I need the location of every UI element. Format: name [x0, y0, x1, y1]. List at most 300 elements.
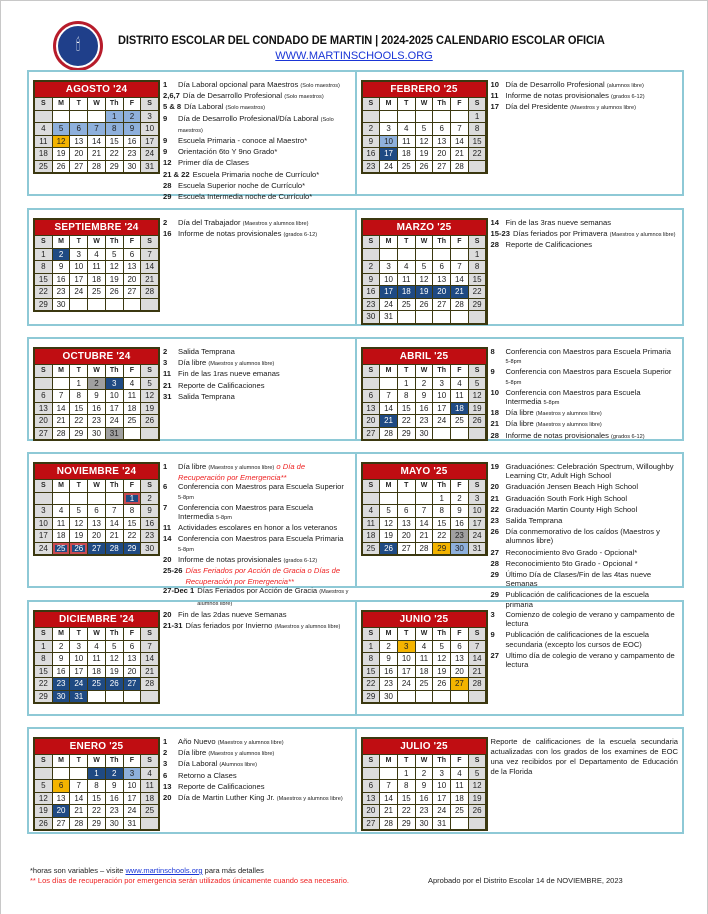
day-cell: 6: [88, 505, 105, 517]
day-cell: 30: [141, 543, 158, 555]
event-note: [163, 158, 351, 169]
emergency-note: Días Feriados por Acción de Gracia o Días de Recuperación por Emergencia**: [185, 566, 341, 587]
month-panel: [355, 339, 683, 439]
day-cell: 1: [469, 111, 486, 123]
event-note: [491, 516, 679, 527]
day-cell: [398, 493, 415, 505]
day-cell: 23: [416, 415, 433, 427]
day-cell: [416, 311, 433, 323]
weekday-header: F: [124, 628, 141, 640]
day-cell: 20: [398, 530, 415, 542]
day-cell: 22: [88, 805, 105, 817]
day-cell: 4: [416, 641, 433, 653]
weekday-header: T: [398, 628, 415, 640]
event-date: 10: [490, 387, 499, 397]
month-panel: [355, 729, 683, 832]
event-date: 20: [163, 793, 172, 803]
day-cell: 23: [88, 415, 105, 427]
event-description: [178, 369, 351, 380]
event-qualifier: (Maestros y alumnos libre): [274, 624, 341, 631]
weekday-header: M: [380, 98, 397, 110]
event-description: [506, 610, 679, 630]
day-cell: 7: [70, 780, 87, 792]
day-cell: 30: [451, 543, 468, 555]
day-cell: 8: [433, 505, 450, 517]
event-description: [506, 462, 679, 482]
event-note: [163, 358, 351, 369]
day-cell: 5: [416, 261, 433, 273]
day-cell: [451, 818, 468, 830]
event-date: 23: [490, 516, 499, 526]
weekday-header: S: [35, 755, 52, 767]
emergency-note: o Día de Recuperación por Emergencia**: [178, 462, 306, 483]
day-cell: 17: [469, 518, 486, 530]
day-cell: 24: [124, 805, 141, 817]
day-cell: 15: [35, 666, 52, 678]
weekday-header: M: [380, 236, 397, 248]
day-cell: 1: [35, 641, 52, 653]
day-cell: 29: [363, 691, 380, 703]
day-cell: 18: [363, 530, 380, 542]
day-cell: 21: [416, 530, 433, 542]
event-date: 9: [490, 630, 495, 640]
day-cell: [433, 249, 450, 261]
day-cell: 15: [363, 666, 380, 678]
day-cell: [451, 691, 468, 703]
day-cell: 7: [106, 505, 123, 517]
day-cell: 8: [469, 123, 486, 135]
day-cell: 21: [141, 666, 158, 678]
month-panel: [355, 72, 683, 194]
month-grid: [363, 754, 486, 829]
event-text: Conferencia con Maestros para Escuela Superior: [178, 482, 344, 492]
day-cell: 8: [469, 261, 486, 273]
day-cell: 22: [124, 530, 141, 542]
day-cell: [380, 493, 397, 505]
day-cell: 22: [469, 286, 486, 298]
event-date: 25-26: [163, 566, 183, 576]
event-description: [178, 523, 351, 534]
weekday-header: F: [124, 236, 141, 248]
day-cell: 15: [433, 518, 450, 530]
event-description: [506, 367, 679, 387]
event-description: [178, 462, 351, 482]
event-qualifier: (Maestros y alumnos libre): [197, 589, 349, 607]
footnote-link[interactable]: www.martinschools.org: [125, 866, 203, 875]
day-cell: 12: [53, 136, 70, 148]
event-text: Conferencia con Maestros para Escuela Superior: [505, 367, 672, 377]
event-text: Día libre: [178, 748, 209, 758]
day-cell: 24: [469, 530, 486, 542]
event-text: Día libre: [505, 408, 536, 418]
month-calendar: [361, 80, 488, 174]
day-cell: 16: [124, 136, 141, 148]
day-cell: 11: [88, 261, 105, 273]
day-cell: 10: [380, 136, 397, 148]
month-calendar: [361, 347, 488, 441]
day-cell: 3: [70, 641, 87, 653]
weekday-header: Th: [106, 628, 123, 640]
day-cell: 25: [124, 415, 141, 427]
month-grid: [35, 97, 158, 172]
day-cell: 4: [141, 768, 158, 780]
day-cell: [469, 161, 486, 173]
day-cell: 20: [70, 148, 87, 160]
weekday-header: F: [451, 365, 468, 377]
day-cell: 20: [363, 415, 380, 427]
calendar-row-4: [27, 452, 684, 609]
event-date: 2: [163, 347, 168, 356]
month-panel: [29, 454, 355, 607]
day-cell: 3: [141, 111, 158, 123]
day-cell: 19: [433, 666, 450, 678]
month-title: DICIEMBRE '24: [35, 612, 158, 627]
event-date: 8: [490, 347, 495, 356]
event-text: Graduación South Fork High School: [505, 493, 628, 503]
day-cell: 12: [469, 780, 486, 792]
event-text: Primer día de Clases: [178, 158, 249, 168]
day-cell: [141, 428, 158, 440]
weekday-header: M: [380, 365, 397, 377]
day-cell: 1: [363, 641, 380, 653]
weekday-header: S: [363, 755, 380, 767]
day-cell: 24: [70, 678, 87, 690]
day-cell: [88, 111, 105, 123]
weekday-header: T: [70, 236, 87, 248]
weekday-header: S: [363, 480, 380, 492]
day-cell: 15: [469, 274, 486, 286]
day-cell: 26: [416, 299, 433, 311]
day-cell: 31: [70, 691, 87, 703]
weekday-header: Th: [106, 755, 123, 767]
day-cell: 19: [469, 403, 486, 415]
day-cell: 16: [106, 793, 123, 805]
weekday-header: M: [53, 480, 70, 492]
day-cell: 27: [433, 299, 450, 311]
day-cell: 18: [88, 666, 105, 678]
event-description: [506, 80, 679, 91]
day-cell: 2: [106, 768, 123, 780]
weekday-header: S: [35, 365, 52, 377]
day-cell: [380, 768, 397, 780]
event-text: Escuela Primaria noche de Currículo*: [192, 169, 320, 179]
weekday-header: T: [398, 98, 415, 110]
event-note: [163, 91, 351, 102]
day-cell: 25: [451, 805, 468, 817]
day-cell: 14: [469, 653, 486, 665]
day-cell: 15: [398, 793, 415, 805]
event-qualifier: (alumnos libre): [606, 83, 644, 89]
day-cell: 8: [398, 390, 415, 402]
month-title: FEBRERO '25: [363, 82, 486, 97]
day-cell: 25: [416, 678, 433, 690]
month-title: JULIO '25: [363, 739, 486, 754]
day-cell: 25: [35, 161, 52, 173]
day-cell: [433, 111, 450, 123]
day-cell: 23: [141, 530, 158, 542]
day-cell: [88, 493, 105, 505]
day-cell: 11: [53, 518, 70, 530]
day-cell: 6: [363, 780, 380, 792]
month-grid: [35, 235, 158, 310]
day-cell: 7: [141, 641, 158, 653]
day-cell: 7: [469, 641, 486, 653]
day-cell: [53, 768, 70, 780]
event-description: [184, 102, 350, 113]
day-cell: [124, 428, 141, 440]
day-cell: [363, 249, 380, 261]
day-cell: [363, 768, 380, 780]
day-cell: 17: [433, 403, 450, 415]
event-qualifier: 5-8pm: [505, 359, 522, 366]
day-cell: 22: [106, 148, 123, 160]
event-text: Orientación 6to Y 9no Grado*: [178, 147, 278, 157]
footnote-text: para más detalles: [202, 866, 264, 875]
day-cell: 16: [141, 518, 158, 530]
day-cell: 22: [35, 286, 52, 298]
day-cell: 22: [35, 678, 52, 690]
event-qualifier: (grados 6-12): [283, 232, 318, 239]
day-cell: 8: [124, 505, 141, 517]
event-date: 7: [163, 502, 168, 512]
event-note: [491, 482, 679, 493]
event-note: [163, 503, 351, 523]
event-date: 21: [490, 419, 499, 429]
day-cell: 9: [380, 653, 397, 665]
month-calendar: [361, 462, 488, 556]
day-cell: 4: [35, 123, 52, 135]
event-qualifier: 5-8pm: [505, 379, 522, 386]
day-cell: [35, 111, 52, 123]
day-cell: 15: [106, 136, 123, 148]
event-text: Días Feriados por Acción de Gracia: [197, 586, 320, 596]
day-cell: 28: [416, 543, 433, 555]
day-cell: 14: [141, 653, 158, 665]
day-cell: 19: [380, 530, 397, 542]
event-text: Día del Presidente: [505, 102, 571, 112]
weekday-header: T: [398, 480, 415, 492]
weekday-header: F: [451, 480, 468, 492]
weekday-header: T: [70, 755, 87, 767]
day-cell: 11: [451, 780, 468, 792]
day-cell: 18: [88, 274, 105, 286]
calendar-row-6: [27, 727, 684, 834]
day-cell: 8: [363, 653, 380, 665]
day-cell: 14: [380, 793, 397, 805]
day-cell: 19: [53, 148, 70, 160]
day-cell: 9: [416, 390, 433, 402]
event-date: 3: [490, 610, 495, 619]
event-qualifier: (Maestros y alumnos libre): [276, 796, 343, 803]
event-qualifier: (grados 6-12): [611, 433, 645, 440]
weekday-header: Th: [106, 236, 123, 248]
day-cell: 31: [141, 161, 158, 173]
event-qualifier: (Maestros y alumnos libre): [208, 751, 275, 758]
day-cell: 9: [416, 780, 433, 792]
event-date: 31: [163, 391, 172, 401]
weekday-header: S: [363, 365, 380, 377]
day-cell: 18: [451, 403, 468, 415]
event-description: [178, 229, 351, 240]
event-description: [178, 192, 351, 203]
month-notes: [491, 218, 679, 252]
day-cell: 24: [70, 286, 87, 298]
day-cell: 18: [124, 403, 141, 415]
event-note: [491, 80, 679, 91]
event-text: Publicación de calificaciones de la escuela secundaria (excepto los cursos de EOC): [505, 630, 650, 649]
event-qualifier: (Alumnos libre): [219, 762, 257, 769]
day-cell: 2: [416, 378, 433, 390]
event-date: 3: [163, 759, 168, 769]
weekday-header: F: [124, 755, 141, 767]
event-text: Informe de notas provisionales: [505, 430, 612, 440]
day-cell: 9: [88, 390, 105, 402]
event-text: Graduación Jensen Beach High School: [505, 482, 639, 492]
month-panel: [29, 602, 355, 714]
day-cell: 20: [363, 805, 380, 817]
event-qualifier: (Solo maestros): [178, 116, 334, 134]
day-cell: [363, 111, 380, 123]
event-description: [506, 408, 679, 419]
month-notes: [163, 462, 351, 609]
day-cell: 3: [35, 505, 52, 517]
day-cell: 17: [124, 793, 141, 805]
day-cell: [53, 111, 70, 123]
day-cell: 9: [124, 123, 141, 135]
day-cell: 2: [380, 641, 397, 653]
day-cell: 3: [469, 493, 486, 505]
day-cell: 16: [363, 148, 380, 160]
weekday-header: Th: [106, 480, 123, 492]
day-cell: 14: [106, 518, 123, 530]
event-date: 29: [490, 570, 499, 580]
day-cell: 11: [141, 780, 158, 792]
day-cell: [380, 111, 397, 123]
event-description: [506, 388, 679, 408]
weekday-header: F: [451, 98, 468, 110]
event-note: [163, 147, 351, 158]
event-note: [163, 748, 351, 759]
day-cell: 28: [53, 428, 70, 440]
day-cell: 20: [451, 666, 468, 678]
day-cell: 8: [88, 780, 105, 792]
weekday-header: W: [88, 480, 105, 492]
weekday-header: F: [124, 480, 141, 492]
weekday-header: F: [451, 755, 468, 767]
day-cell: 29: [88, 818, 105, 830]
day-cell: 26: [416, 161, 433, 173]
event-note: [163, 181, 351, 192]
event-note: [163, 737, 351, 748]
day-cell: 13: [433, 274, 450, 286]
event-date: 13: [163, 781, 172, 791]
day-cell: [141, 299, 158, 311]
day-cell: 20: [433, 286, 450, 298]
day-cell: 27: [398, 543, 415, 555]
event-text: Escuela Superior noche de Currículo*: [178, 180, 306, 190]
event-note: [163, 218, 351, 229]
day-cell: 22: [469, 148, 486, 160]
event-description: [185, 566, 350, 586]
day-cell: 8: [106, 123, 123, 135]
month-calendar: [361, 218, 488, 325]
day-cell: 15: [469, 136, 486, 148]
day-cell: [416, 493, 433, 505]
day-cell: 12: [469, 390, 486, 402]
event-text: Día conmemorativo de los caídos (Maestros y alumnos libre): [505, 527, 660, 546]
day-cell: 7: [380, 780, 397, 792]
event-date: 11: [490, 91, 499, 101]
day-cell: [141, 691, 158, 703]
day-cell: 7: [451, 261, 468, 273]
day-cell: 13: [398, 518, 415, 530]
event-description: [185, 621, 350, 632]
month-notes: [491, 610, 679, 671]
day-cell: 21: [141, 274, 158, 286]
day-cell: 6: [53, 780, 70, 792]
month-panel: [29, 72, 355, 202]
weekday-header: S: [35, 628, 52, 640]
event-text: Reporte de Calificaciones: [178, 781, 265, 791]
event-note: [491, 559, 679, 570]
day-cell: 8: [35, 653, 52, 665]
event-description: [178, 534, 351, 554]
event-qualifier: (Maestros y alumnos libre): [208, 361, 275, 368]
weekday-header: Th: [106, 365, 123, 377]
day-cell: 4: [451, 768, 468, 780]
weekday-header: Th: [433, 755, 450, 767]
event-date: 5 & 8: [163, 102, 182, 112]
page-title: DISTRITO ESCOLAR DEL CONDADO DE MARTIN | 2024-2025 CALENDARIO ESCOLAR OFICIA: [118, 35, 605, 47]
day-cell: 18: [398, 148, 415, 160]
event-description: [178, 782, 351, 793]
event-note: [163, 347, 351, 358]
day-cell: 30: [416, 818, 433, 830]
event-date: 21 & 22: [163, 169, 190, 179]
event-date: 28: [490, 240, 499, 250]
day-cell: 12: [416, 274, 433, 286]
event-description: [178, 737, 351, 748]
event-text: Escuela Intermedia noche de Currículo*: [178, 192, 313, 202]
day-cell: 7: [451, 123, 468, 135]
day-cell: 23: [380, 678, 397, 690]
month-calendar: [361, 737, 488, 831]
month-notes: [163, 218, 351, 240]
event-description: [178, 748, 351, 759]
day-cell: 25: [88, 286, 105, 298]
day-cell: 20: [88, 530, 105, 542]
day-cell: 10: [141, 123, 158, 135]
event-text: Día de Martin Luther King Jr.: [178, 793, 277, 803]
month-notes: [163, 610, 351, 632]
weekday-header: T: [70, 480, 87, 492]
website-link[interactable]: WWW.MARTINSCHOOLS.ORG: [275, 50, 433, 62]
event-text: Informe de notas provisionales: [178, 554, 284, 564]
day-cell: 12: [70, 518, 87, 530]
day-cell: [433, 691, 450, 703]
day-cell: 16: [88, 403, 105, 415]
day-cell: 28: [451, 161, 468, 173]
month-grid: [35, 627, 158, 702]
event-date: 12: [163, 158, 172, 168]
event-date: 21: [490, 493, 499, 503]
day-cell: 12: [433, 653, 450, 665]
day-cell: 3: [380, 261, 397, 273]
event-text: Día de Desarrollo Profesional: [505, 80, 607, 89]
day-cell: 22: [363, 678, 380, 690]
month-title: OCTUBRE '24: [35, 349, 158, 364]
event-text: Día Laboral opcional para Maestros: [178, 80, 301, 89]
